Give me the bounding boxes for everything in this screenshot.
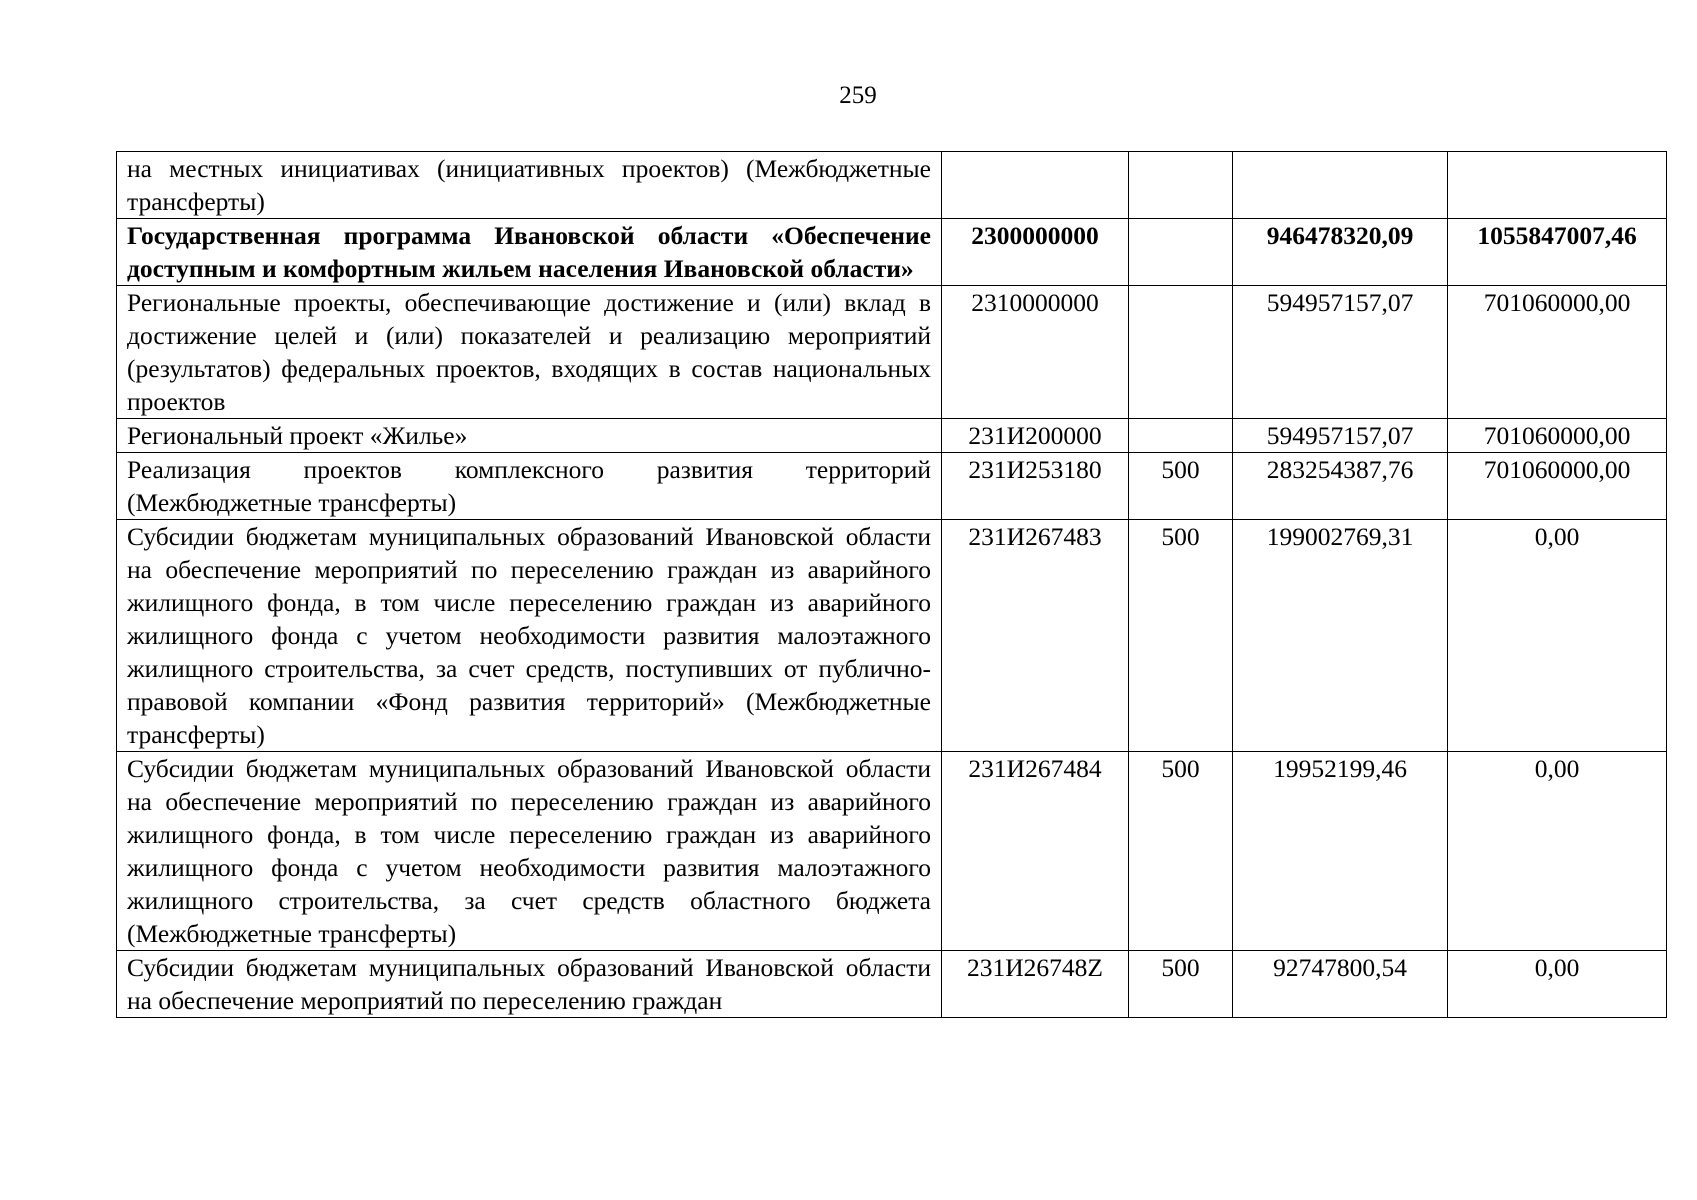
row-expense-kind [1129,152,1233,219]
row-description: Субсидии бюджетам муниципальных образований Ивановской области на обеспечение мероприятий по переселению граждан [117,951,942,1018]
row-expense-kind: 500 [1129,520,1233,752]
row-target-code: 231И267483 [942,520,1129,752]
row-sum-year2: 0,00 [1448,951,1667,1018]
row-sum-year1 [1233,152,1448,219]
row-sum-year1: 19952199,46 [1233,752,1448,951]
row-expense-kind [1129,419,1233,453]
page-number: 259 [839,82,877,109]
row-sum-year2: 0,00 [1448,520,1667,752]
table-row [117,286,1667,419]
row-target-code: 231И267484 [942,752,1129,951]
row-sum-year1: 283254387,76 [1233,453,1448,520]
row-sum-year2: 701060000,00 [1448,453,1667,520]
table-row-program [117,219,1667,286]
row-target-code [942,152,1129,219]
table-row [117,152,1667,219]
row-description: Субсидии бюджетам муниципальных образований Ивановской области на обеспечение мероприятий по переселению граждан из аварийного жилищного фонда, в том числе переселению граждан из аварийного жилищного фонда с учетом необходимости развития малоэтажного жилищного строительства, за счет средств, поступивших от публично-правовой компании «Фонд развития территорий» (Межбюджетные трансферты) [117,520,942,752]
row-sum-year1: 92747800,54 [1233,951,1448,1018]
table-row [117,752,1667,951]
budget-table [116,151,1667,1018]
row-target-code: 2300000000 [942,219,1129,286]
row-sum-year2: 1055847007,46 [1448,219,1667,286]
row-sum-year1: 946478320,09 [1233,219,1448,286]
row-description: Региональные проекты, обеспечивающие достижение и (или) вклад в достижение целей и (или) показателей и реализацию мероприятий (результатов) федеральных проектов, входящих в состав национальных проектов [117,286,942,419]
row-sum-year1: 199002769,31 [1233,520,1448,752]
row-expense-kind: 500 [1129,453,1233,520]
table-row [117,419,1667,453]
table-row [117,951,1667,1018]
row-expense-kind [1129,286,1233,419]
row-target-code: 231И200000 [942,419,1129,453]
row-expense-kind: 500 [1129,951,1233,1018]
row-sum-year1: 594957157,07 [1233,419,1448,453]
table-row [117,520,1667,752]
row-sum-year1: 594957157,07 [1233,286,1448,419]
row-description: на местных инициативах (инициативных проектов) (Межбюджетные трансферты) [117,152,942,219]
row-description: Реализация проектов комплексного развития территорий (Межбюджетные трансферты) [117,453,942,520]
row-expense-kind: 500 [1129,752,1233,951]
row-description: Субсидии бюджетам муниципальных образований Ивановской области на обеспечение мероприятий по переселению граждан из аварийного жилищного фонда, в том числе переселению граждан из аварийного жилищного фонда с учетом необходимости развития малоэтажного жилищного строительства, за счет средств областного бюджета (Межбюджетные трансферты) [117,752,942,951]
row-target-code: 231И26748Z [942,951,1129,1018]
row-description: Региональный проект «Жилье» [117,419,942,453]
row-expense-kind [1129,219,1233,286]
row-sum-year2: 701060000,00 [1448,419,1667,453]
row-sum-year2 [1448,152,1667,219]
row-description: Государственная программа Ивановской области «Обеспечение доступным и комфортным жильем населения Ивановской области» [117,219,942,286]
row-sum-year2: 0,00 [1448,752,1667,951]
row-sum-year2: 701060000,00 [1448,286,1667,419]
row-target-code: 231И253180 [942,453,1129,520]
table-row [117,453,1667,520]
row-target-code: 2310000000 [942,286,1129,419]
